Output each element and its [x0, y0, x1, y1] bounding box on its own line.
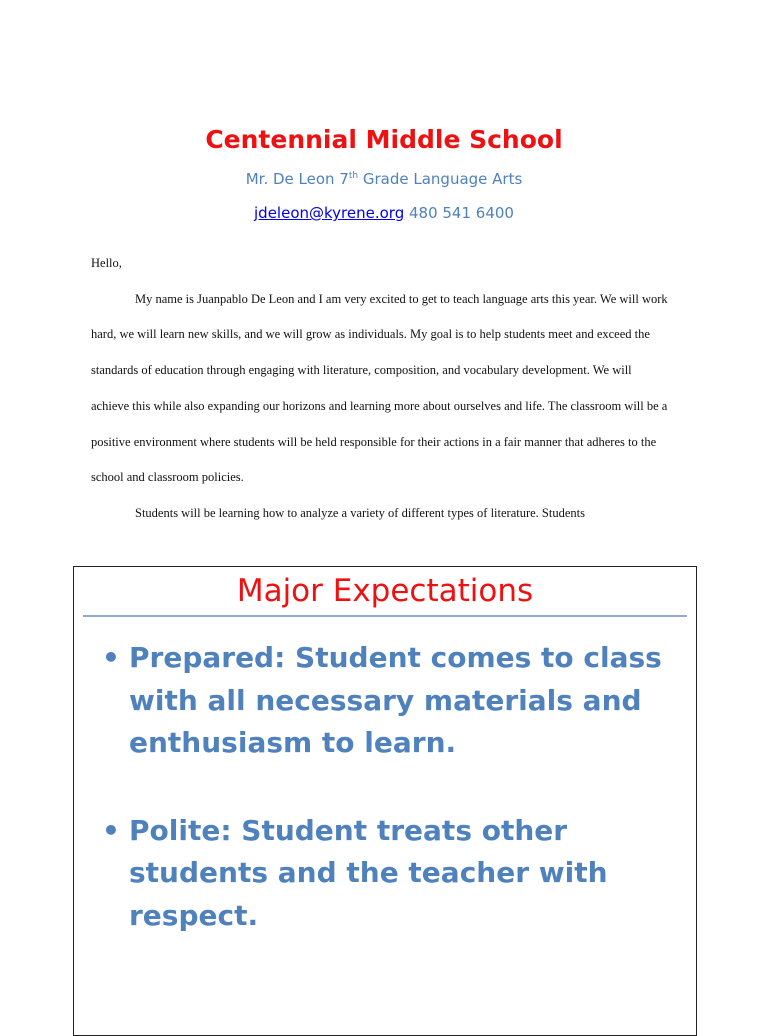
bullet-icon: •: [102, 641, 120, 674]
course-prefix: Mr. De Leon 7: [245, 170, 349, 188]
school-title: Centennial Middle School: [205, 125, 563, 154]
bullet-icon: •: [102, 813, 120, 847]
ordinal-suffix: th: [348, 171, 359, 181]
expectations-list: [102, 637, 672, 982]
letter-paragraph-intro: My name is Juanpablo De Leon and I am very excited to get to teach language arts this year. We will work hard, we will learn new skills, and we will grow as individuals. My goal is to help students meet and exceed the standards of education through engaging with literature, composition, and vocabulary development. We will achieve this while also expanding our horizons and learning more about ourselves and life. The classroom will be a positive environment where students will be held responsible for their actions in a fair manner that adheres to the school and classroom policies.: [91, 291, 668, 485]
letter-greeting: Hello,: [91, 256, 122, 270]
phone-number: 480 541 6400: [404, 204, 514, 222]
expectation-polite: [102, 810, 672, 938]
expectations-title: Major Expectations: [236, 573, 534, 609]
course-subtitle: [0, 169, 768, 189]
letter-paragraph-literature: Students will be learning how to analyze a variety of different types of literature. Students: [135, 505, 585, 520]
email-link[interactable]: jdeleon@kyrene.org: [254, 204, 405, 222]
expectations-divider: [83, 615, 687, 617]
expectation-text: Polite: Student treats other students and the teacher with respect.: [129, 813, 608, 932]
expectation-text: Prepared: Student comes to class with all necessary materials and enthusiasm to learn.: [129, 641, 662, 759]
course-suffix: Grade Language Arts: [358, 170, 523, 188]
letter-body: [91, 246, 671, 532]
contact-line: [0, 203, 768, 223]
expectation-prepared: [102, 637, 672, 765]
major-expectations-box: [73, 566, 697, 1036]
